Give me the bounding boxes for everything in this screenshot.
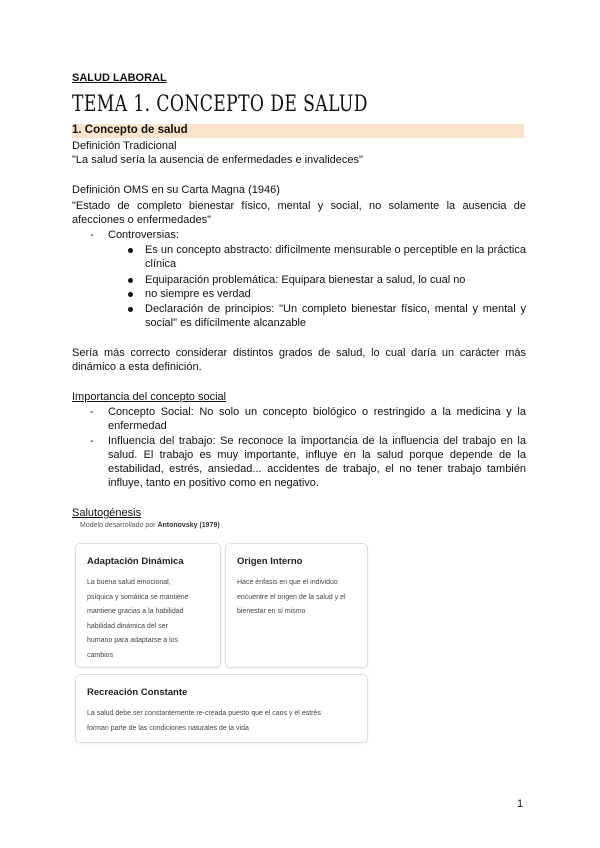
card-line: La buena salud emocional,	[87, 579, 171, 586]
model-caption	[80, 522, 220, 529]
topic-title: TEMA 1. CONCEPTO DE SALUD	[72, 92, 368, 117]
card-body	[87, 707, 321, 736]
def-traditional-label: Definición Tradicional	[72, 140, 177, 152]
card-line: Hace énfasis en que el individuo	[237, 579, 338, 586]
dash-marker: -	[90, 406, 94, 418]
controversia-text: Es un concepto abstracto: difícilmente mensurable o perceptible en la práctica clínica	[145, 244, 526, 270]
bullet-icon	[128, 248, 133, 253]
card-line: habilidad dinámica del ser	[87, 622, 168, 630]
section-title: 1. Concepto de salud	[72, 124, 188, 136]
card-title: Origen Interno	[237, 556, 303, 567]
card-line: encuentre el origen de la salud y el	[237, 593, 346, 601]
def-oms-label: Definición OMS en su Carta Magna (1946)	[72, 184, 280, 196]
card-recreacion-constante	[75, 674, 368, 743]
card-body	[87, 576, 189, 663]
dash-marker: -	[90, 229, 94, 241]
card-line: La salud debe ser constantemente re-creada puesto que el caos y el estrés	[87, 710, 321, 717]
def-oms-quote: "Estado de completo bienestar físico, mental y social, no solamente la ausencia de afecciones o enfermedades"	[72, 200, 526, 226]
conclusion-paragraph: Sería más correcto considerar distintos grados de salud, lo cual daría un carácter más dinámico a esta definición.	[72, 347, 526, 373]
card-title: Recreación Constante	[87, 687, 188, 698]
dash-marker: -	[90, 435, 94, 447]
card-body	[237, 576, 346, 620]
controversias-label: Controversias:	[108, 229, 179, 241]
controversia-text: Equiparación problemática: Equipara bienestar a salud, lo cual no	[145, 274, 466, 286]
bullet-icon	[128, 278, 133, 283]
card-line: mantiene gracias a la habilidad	[87, 608, 184, 615]
card-line: cambios	[87, 651, 114, 659]
controversia-text: Declaración de principios: "Un completo bienestar físico, mental y mental y social" es difícilmente alcanzable	[145, 303, 526, 329]
importancia-text: Influencia del trabajo: Se reconoce la importancia de la influencia del trabajo en la salud. El trabajo es muy importante, influye en la salud porque depende de la estabilidad, estrés, ansiedad... accidentes de trabajo, el no tener trabajo también influye, tanto en positivo como en negativo.	[108, 435, 526, 489]
subject-header: SALUD LABORAL	[72, 72, 167, 84]
card-line: bienestar en sí mismo	[237, 608, 306, 615]
card-line: forman parte de las condiciones naturales de la vida	[87, 724, 249, 732]
importancia-text: Concepto Social: No solo un concepto biológico o restringido a la medicina y la enfermedad	[108, 406, 526, 432]
caption-author: Antonovsky (1979)	[157, 522, 220, 529]
card-adaptacion-dinamica	[75, 543, 221, 668]
def-traditional-quote: "La salud sería la ausencia de enfermedades e invalideces"	[72, 154, 363, 166]
bullet-icon	[128, 292, 133, 297]
controversia-text: no siempre es verdad	[145, 288, 251, 300]
card-line: psíquica y somática se mantiene	[87, 593, 189, 601]
card-title: Adaptación Dinámica	[87, 556, 184, 567]
salutogenesis-heading: Salutogénesis	[72, 507, 142, 519]
card-origen-interno	[225, 543, 368, 668]
card-line: humano para adaptarse a los	[87, 637, 179, 644]
page-number: 1	[517, 798, 524, 810]
bullet-icon	[128, 307, 133, 312]
caption-prefix: Modelo desarrollado por	[80, 522, 158, 529]
importancia-heading: Importancia del concepto social	[72, 391, 227, 403]
